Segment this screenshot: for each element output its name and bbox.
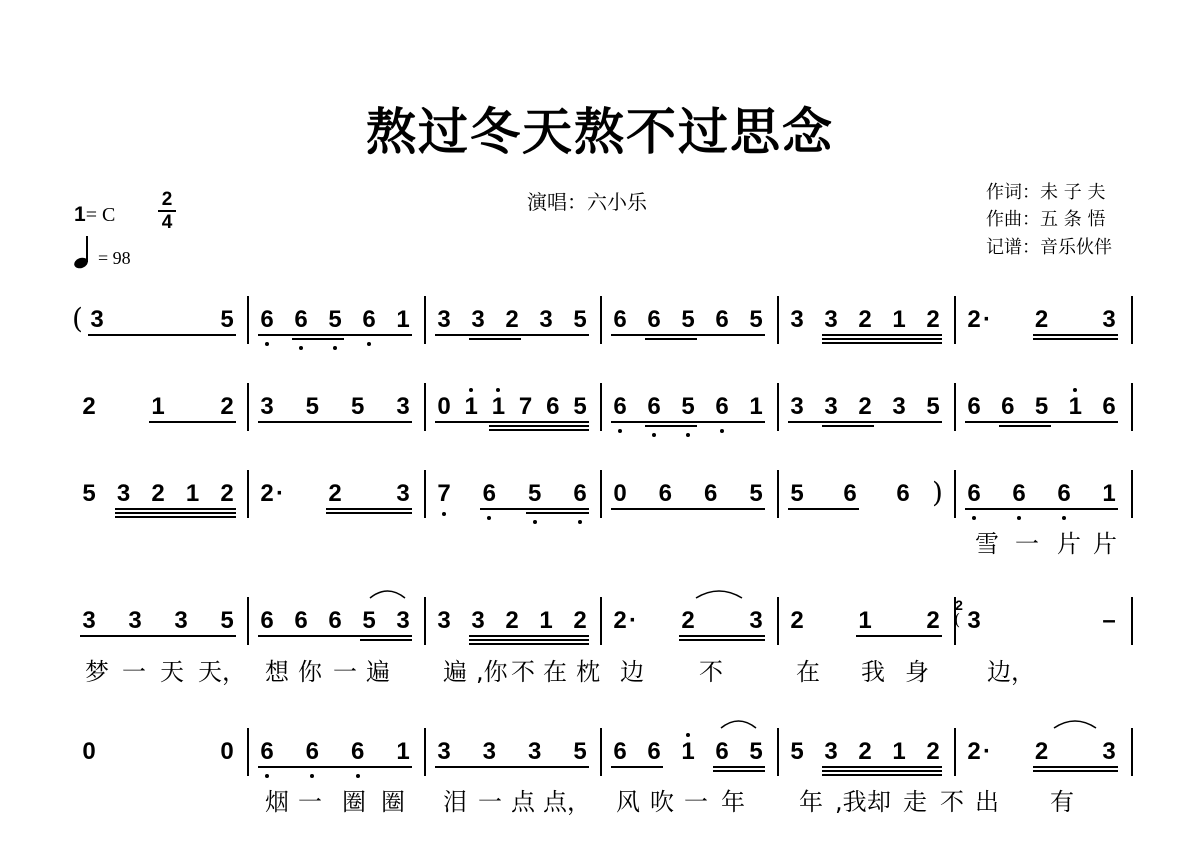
lyric: 圈 xyxy=(381,788,405,816)
lyricist-credit: 作词：未 子 夫 xyxy=(986,182,1106,203)
lyric: 梦 xyxy=(85,658,109,686)
octave-dot xyxy=(972,516,976,520)
bar-line xyxy=(954,470,956,518)
note: 3 xyxy=(1102,738,1116,765)
note: 0 xyxy=(82,738,96,765)
note: 5 xyxy=(573,306,587,333)
note: 1 xyxy=(151,393,165,420)
underline xyxy=(999,425,1051,427)
note: 6 xyxy=(260,306,274,333)
note: 5 xyxy=(790,738,804,765)
octave-dot xyxy=(442,512,446,516)
lyric: 想 xyxy=(265,658,289,686)
bar-line xyxy=(777,296,779,344)
lyric: 走 xyxy=(903,788,927,816)
underline xyxy=(258,421,412,423)
note: 2 xyxy=(220,393,234,420)
note: 7 xyxy=(518,393,533,420)
note: 5 xyxy=(82,480,96,507)
octave-dot xyxy=(720,429,724,433)
underline xyxy=(258,635,412,637)
lyric: 遍 xyxy=(443,658,467,686)
lyric: 一 xyxy=(478,788,502,816)
underline xyxy=(360,639,412,641)
octave-dot xyxy=(533,520,537,524)
octave-dot xyxy=(265,342,269,346)
underline xyxy=(435,334,589,336)
note: 0 xyxy=(437,393,451,420)
note: 6 xyxy=(1057,480,1071,507)
note: 6 xyxy=(843,480,857,507)
note: 3 xyxy=(174,607,188,634)
underline xyxy=(326,508,412,510)
lyric: 片 xyxy=(1093,530,1117,558)
underline xyxy=(115,516,237,518)
bar-line xyxy=(954,728,956,776)
note: 5 xyxy=(681,306,695,333)
note: 3 xyxy=(396,480,410,507)
underline xyxy=(469,338,521,340)
underline xyxy=(489,425,589,427)
note: 6 xyxy=(647,393,661,420)
note: 2 xyxy=(1034,306,1049,333)
note: 3 xyxy=(790,393,804,420)
underline xyxy=(115,508,237,510)
lyric: 遍 xyxy=(366,658,390,686)
underline xyxy=(822,334,942,336)
note: 6 xyxy=(647,738,661,765)
lyric: 边 xyxy=(620,658,644,686)
lyric: ,我 xyxy=(835,788,867,816)
open-paren: ( xyxy=(72,302,83,335)
transcriber-credit: 记谱：音乐伙伴 xyxy=(986,237,1112,258)
note: 1 xyxy=(892,738,906,765)
lyric: 天， xyxy=(198,658,246,686)
note: 3 xyxy=(396,393,410,420)
underline xyxy=(713,770,765,772)
underline xyxy=(611,421,765,423)
note: 3 xyxy=(396,607,410,634)
note: 3 xyxy=(82,607,96,634)
note: 2 xyxy=(967,738,981,765)
lyric: 年 xyxy=(721,788,745,816)
lyric: 我 xyxy=(861,658,885,686)
bar-line xyxy=(777,470,779,518)
lyric: 一 xyxy=(122,658,146,686)
lyric: 在 xyxy=(796,658,820,686)
lyric: 不 xyxy=(699,658,723,686)
bar-line xyxy=(247,728,249,776)
underline xyxy=(822,338,942,340)
note: 5 xyxy=(749,306,763,333)
bar-line xyxy=(424,296,426,344)
note: 5 xyxy=(220,607,234,634)
lyric: 却 xyxy=(867,788,891,816)
note: 5 xyxy=(527,480,542,507)
underline xyxy=(115,512,237,514)
underline xyxy=(1033,338,1119,340)
lyric: 边， xyxy=(987,658,1035,686)
augmentation-dot: · xyxy=(629,607,637,634)
sustain-dash: – xyxy=(1102,607,1116,634)
bar-line xyxy=(600,597,602,645)
bar-line xyxy=(600,296,602,344)
underline xyxy=(1033,766,1119,768)
underline xyxy=(80,635,236,637)
note: 3 xyxy=(967,607,981,634)
lyric: 泪 xyxy=(443,788,467,816)
note: 5 xyxy=(1034,393,1049,420)
note: 5 xyxy=(350,393,365,420)
lyric: 一 xyxy=(333,658,357,686)
bar-line xyxy=(1131,470,1133,518)
octave-dot xyxy=(1062,516,1066,520)
slur xyxy=(696,591,742,598)
bar-line xyxy=(1131,728,1133,776)
note: 6 xyxy=(647,306,661,333)
augmentation-dot: · xyxy=(983,306,991,333)
note: 1 xyxy=(491,393,506,420)
note: 2 xyxy=(790,607,804,634)
underline xyxy=(822,766,942,768)
note: 6 xyxy=(613,738,627,765)
note: 6 xyxy=(967,393,981,420)
lyric: 在 xyxy=(543,658,567,686)
lyric: 吹 xyxy=(650,788,674,816)
note: 6 xyxy=(967,480,981,507)
bar-line xyxy=(1131,383,1133,431)
note: 6 xyxy=(294,607,308,634)
note: 3 xyxy=(128,607,142,634)
note: 5 xyxy=(749,738,763,765)
octave-dot xyxy=(578,520,582,524)
note: 5 xyxy=(573,738,587,765)
note: 3 xyxy=(824,393,838,420)
bar-line xyxy=(777,597,779,645)
note: 6 xyxy=(896,480,910,507)
bar-line xyxy=(954,296,956,344)
note: 1 xyxy=(1068,393,1082,420)
underline xyxy=(88,334,236,336)
lyric: 点， xyxy=(543,788,591,816)
note: 5 xyxy=(305,393,319,420)
underline xyxy=(788,421,942,423)
note: 1 xyxy=(892,306,906,333)
lyric: 不 xyxy=(511,658,535,686)
underline xyxy=(292,338,344,340)
composer-credit: 作曲：五 条 悟 xyxy=(986,209,1106,230)
note: 2 xyxy=(82,393,96,420)
note: 3 xyxy=(749,607,763,634)
underline xyxy=(489,429,589,431)
note: 3 xyxy=(471,607,485,634)
note: 6 xyxy=(658,480,672,507)
underline xyxy=(469,639,589,641)
note: 3 xyxy=(90,306,104,333)
underline xyxy=(326,512,412,514)
bar-line xyxy=(600,728,602,776)
bar-line xyxy=(954,383,956,431)
note: 2 xyxy=(858,393,872,420)
key-signature xyxy=(74,203,115,227)
octave-dot xyxy=(310,774,314,778)
bar-line xyxy=(424,728,426,776)
underline xyxy=(469,643,589,645)
lyric: 年 xyxy=(799,788,823,816)
time-signature-bottom: 4 xyxy=(161,212,173,233)
underline xyxy=(611,334,765,336)
underline xyxy=(645,338,697,340)
note: 1 xyxy=(858,607,872,634)
tempo-marking: = 98 xyxy=(98,248,131,268)
underline xyxy=(435,766,589,768)
note: 1 xyxy=(681,738,695,765)
note: 3 xyxy=(1102,306,1116,333)
underline xyxy=(526,512,589,514)
note: 5 xyxy=(362,607,376,634)
underline xyxy=(258,766,412,768)
note: 6 xyxy=(715,306,729,333)
augmentation-dot: · xyxy=(276,480,284,507)
bar-line xyxy=(777,383,779,431)
underline xyxy=(822,342,942,344)
bar-line xyxy=(424,470,426,518)
key-note: = C xyxy=(85,204,116,226)
slur xyxy=(370,591,405,598)
note: 5 xyxy=(749,480,763,507)
octave-dot xyxy=(487,516,491,520)
underline xyxy=(713,766,765,768)
note: 3 xyxy=(437,738,451,765)
time-signature-top: 2 xyxy=(161,189,173,210)
octave-dot xyxy=(496,388,500,392)
note: 1 xyxy=(749,393,763,420)
octave-dot xyxy=(618,429,622,433)
note: 3 xyxy=(260,393,274,420)
underline xyxy=(822,774,942,776)
note: 2 xyxy=(681,607,695,634)
bar-line xyxy=(247,597,249,645)
note: 5 xyxy=(220,306,234,333)
note: 2 xyxy=(220,480,234,507)
slur xyxy=(721,721,756,728)
lyric: 有 xyxy=(1050,788,1074,816)
note: 3 xyxy=(437,306,451,333)
note: 6 xyxy=(305,738,319,765)
underline xyxy=(435,421,589,423)
note: 2 xyxy=(505,607,519,634)
octave-dot xyxy=(367,342,371,346)
lyric: 不 xyxy=(940,788,964,816)
note: 0 xyxy=(220,738,234,765)
time-signature xyxy=(158,190,176,232)
close-paren: ) xyxy=(932,476,943,509)
octave-dot xyxy=(686,733,690,737)
bar-line xyxy=(247,296,249,344)
note: 5 xyxy=(328,306,342,333)
underline xyxy=(679,635,765,637)
note: 6 xyxy=(350,738,365,765)
note: 5 xyxy=(790,480,804,507)
underline xyxy=(1033,334,1119,336)
note: 2 xyxy=(926,738,940,765)
bar-line xyxy=(247,470,249,518)
lyric: 身 xyxy=(905,658,929,686)
note: 6 xyxy=(1012,480,1026,507)
note: 2 xyxy=(151,480,165,507)
note: 6 xyxy=(1001,393,1015,420)
octave-dot xyxy=(333,346,337,350)
note: 2 xyxy=(926,306,940,333)
note: 1 xyxy=(1102,480,1116,507)
note: 3 xyxy=(539,306,553,333)
grace-note: 2 xyxy=(955,597,963,613)
octave-dot xyxy=(1017,516,1021,520)
note: 1 xyxy=(185,480,200,507)
bar-line xyxy=(1131,597,1133,645)
note: 6 xyxy=(715,738,729,765)
note: 6 xyxy=(715,393,729,420)
note: 1 xyxy=(396,306,410,333)
lyric: 圈 xyxy=(342,788,366,816)
note: 6 xyxy=(260,738,274,765)
note: 3 xyxy=(482,738,496,765)
quarter-note-icon xyxy=(72,234,94,274)
note: 2 xyxy=(1034,738,1049,765)
bar-line xyxy=(1131,296,1133,344)
underline xyxy=(149,421,236,423)
underline xyxy=(258,334,412,336)
lyric: 一 xyxy=(684,788,708,816)
note: 6 xyxy=(362,306,376,333)
note: 1 xyxy=(539,607,553,634)
note: 3 xyxy=(527,738,542,765)
octave-dot xyxy=(299,346,303,350)
note: 3 xyxy=(790,306,804,333)
note: 6 xyxy=(294,306,308,333)
lyric: 雪 xyxy=(975,530,999,558)
note: 2 xyxy=(858,306,872,333)
note: 7 xyxy=(437,480,451,507)
lyric: 片 xyxy=(1057,530,1081,558)
note: 6 xyxy=(573,480,587,507)
note: 2 xyxy=(505,306,519,333)
lyric: 一 xyxy=(298,788,322,816)
underline xyxy=(856,635,942,637)
octave-dot xyxy=(356,774,360,778)
lyric: 风 xyxy=(616,788,640,816)
octave-dot xyxy=(469,388,473,392)
bar-line xyxy=(424,597,426,645)
octave-dot xyxy=(1073,388,1077,392)
grace-slur: ( xyxy=(954,610,961,629)
note: 3 xyxy=(824,306,838,333)
octave-dot xyxy=(686,433,690,437)
note: 2 xyxy=(328,480,342,507)
bar-line xyxy=(600,383,602,431)
note: 1 xyxy=(464,393,478,420)
underline xyxy=(469,635,589,637)
note: 1 xyxy=(396,738,410,765)
octave-dot xyxy=(652,433,656,437)
bar-line xyxy=(424,383,426,431)
note: 0 xyxy=(613,480,627,507)
augmentation-dot: · xyxy=(983,738,991,765)
note: 2 xyxy=(613,607,627,634)
note: 2 xyxy=(858,738,872,765)
lyric: 你 xyxy=(298,658,322,686)
octave-dot xyxy=(265,774,269,778)
note: 2 xyxy=(967,306,981,333)
underline xyxy=(679,639,765,641)
underline xyxy=(822,425,874,427)
note: 2 xyxy=(260,480,274,507)
bar-line xyxy=(777,728,779,776)
song-title: 熬过冬天熬不过思念 xyxy=(366,102,834,161)
note: 6 xyxy=(260,607,274,634)
note: 5 xyxy=(926,393,940,420)
note: 6 xyxy=(703,480,718,507)
underline xyxy=(611,508,765,510)
note: 5 xyxy=(573,393,587,420)
underline xyxy=(965,508,1118,510)
lyric: 天 xyxy=(160,658,184,686)
key-tonic: 1 xyxy=(74,203,86,226)
lyric: 出 xyxy=(975,788,999,816)
lyric: 一 xyxy=(1015,530,1039,558)
note: 6 xyxy=(613,306,627,333)
lyric: 烟 xyxy=(265,788,289,816)
underline xyxy=(645,425,697,427)
note: 6 xyxy=(482,480,496,507)
note: 6 xyxy=(1102,393,1116,420)
singer-credit: 演唱：六小乐 xyxy=(527,190,647,214)
underline xyxy=(1033,770,1119,772)
lyric: ,你 xyxy=(476,658,508,686)
note: 3 xyxy=(824,738,838,765)
note: 6 xyxy=(613,393,627,420)
note: 6 xyxy=(546,393,560,420)
note: 2 xyxy=(573,607,587,634)
note: 3 xyxy=(892,393,906,420)
lyric: 点 xyxy=(511,788,535,816)
note: 6 xyxy=(328,607,342,634)
underline xyxy=(965,421,1118,423)
slur xyxy=(1054,721,1096,728)
lyric: 枕 xyxy=(576,658,600,686)
note: 2 xyxy=(926,607,940,634)
underline xyxy=(822,770,942,772)
bar-line xyxy=(600,470,602,518)
note: 5 xyxy=(681,393,695,420)
note: 3 xyxy=(471,306,485,333)
bar-line xyxy=(247,383,249,431)
underline xyxy=(480,508,589,510)
note: 3 xyxy=(437,607,451,634)
underline xyxy=(788,508,859,510)
underline xyxy=(611,766,663,768)
note: 3 xyxy=(116,480,131,507)
